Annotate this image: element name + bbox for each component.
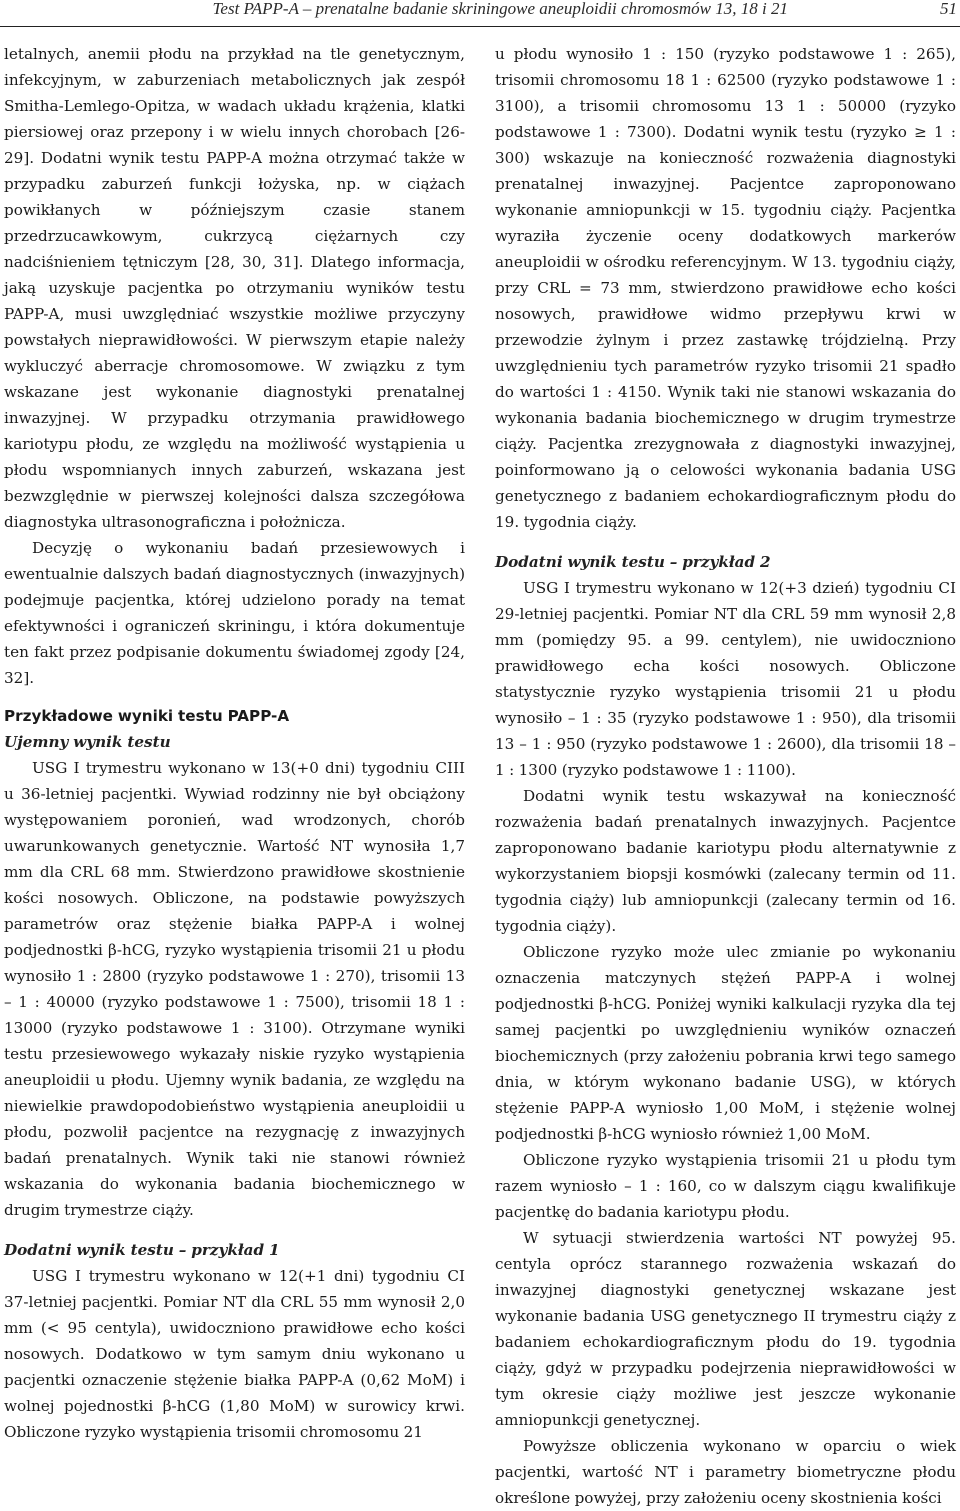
body-paragraph: USG I trymestru wykonano w 12(+3 dzień) tygodniu CI 29-letniej pacjentki. Pomiar NT dla CRL 59 mm wynosił 2,8 mm (pomiędzy 95. a 99. centylem), nie uwidoczniono prawidłowego echa kości nosowych. Obliczone statystycznie ryzyko wystąpienia trisomii 21 u płodu wynosiło – 1 : 35 (ryzyko podstawowe 1 : 950), dla trisomii 13 – 1 : 950 (ryzyko podstawowe 1 : 2600), dla trisomii 18 – 1 : 1300 (ryzyko podstawowe 1 : 1100).	[495, 579, 956, 779]
left-column	[4, 41, 465, 1445]
body-paragraph: W sytuacji stwierdzenia wartości NT powyżej 95. centyla oprócz starannego rozważenia wskazań do inwazyjnej diagnostyki genetycznej wskazane jest wykonanie badania USG genetycznego II trymestru ciąży z badaniem echokardiograficznym płodu do 19. tygodnia ciąży, gdyż w przypadku podejrzenia nieprawidłowości w tym okresie ciąży możliwe jest jeszcze wykonanie amniopunkcji genetycznej.	[495, 1229, 956, 1429]
section-heading: Przykładowe wyniki testu PAPP-A	[4, 707, 290, 725]
running-header	[0, 0, 960, 27]
body-paragraph: Dodatni wynik testu wskazywał na konieczność rozważenia badań prenatalnych inwazyjnych. Pacjentce zaproponowano badanie kariotypu płodu alternatywnie z wykorzystaniem biopsji kosmówki (zalecany termin od 11. tygodnia ciąży) lub amniopunkcji (zalecany termin od 16. tygodnia ciąży).	[495, 787, 956, 935]
body-paragraph: u płodu wynosiło 1 : 150 (ryzyko podstawowe 1 : 265), trisomii chromosomu 18 1 : 62500 (ryzyko podstawowe 1 : 3100), a trisomii chromosomu 13 1 : 50000 (ryzyko podstawowe 1 : 7300). Dodatni wynik testu (ryzyko ≥ 1 : 300) wskazuje na konieczność rozważenia diagnostyki prenatalnej inwazyjnej. Pacjentce zaproponowano wykonanie amniopunkcji w 15. tygodniu ciąży. Pacjentka wyraziła życzenie oceny dodatkowych markerów aneuploidii w ośrodku referencyjnym. W 13. tygodniu ciąży, przy CRL = 73 mm, stwierdzono prawidłowe echo kości nosowych, prawidłowe widmo przepływu krwi w przewodzie żylnym i przez zastawkę trójdzielną. Przy uwzględnieniu tych parametrów ryzyko trisomii 21 spadło do wartości 1 : 4150. Wynik taki nie stanowi wskazania do wykonania badania biochemicznego w drugim trymestrze ciąży. Pacjentka zrezygnowała z diagnostyki inwazyjnej, poinformowano ją o celowości wykonania badania USG genetycznego z badaniem echokardiograficznym płodu do 19. tygodnia ciąży.	[495, 45, 956, 531]
body-paragraph: Obliczone ryzyko wystąpienia trisomii 21 u płodu tym razem wyniosło – 1 : 160, co w dalszym ciągu kwalifikuje pacjentkę do badania kariotypu płodu.	[495, 1151, 956, 1221]
subheading-negative-result: Ujemny wynik testu	[4, 733, 171, 751]
body-paragraph: USG I trymestru wykonano w 13(+0 dni) tygodniu CIII u 36-letniej pacjentki. Wywiad rodzinny nie był obciążony występowaniem poronień, wad wrodzonych, chorób uwarunkowanych genetycznie. Wartość NT wynosiła 1,7 mm dla CRL 68 mm. Stwierdzono prawidłowe skostnienie kości nosowych. Obliczone, na podstawie powyższych parametrów oraz stężenie białka PAPP-A i wolnej podjednostki β-hCG, ryzyko wystąpienia trisomii 21 u płodu wynosiło 1 : 2800 (ryzyko podstawowe 1 : 270), trisomii 13 – 1 : 40000 (ryzyko podstawowe 1 : 7500), trisomii 18 1 : 13000 (ryzyko podstawowe 1 : 3100). Otrzymane wyniki testu przesiewowego wykazały niskie ryzyko wystąpienia aneuploidii u płodu. Ujemny wynik badania, ze względu na niewielkie prawdopodobieństwo wystąpienia aneuploidii u płodu, pozwolił pacjentce na rezygnację z inwazyjnych badań prenatalnych. Wynik taki nie stanowi również wskazania do wykonania badania biochemicznego w drugim trymestrze ciąży.	[4, 759, 465, 1219]
subheading-positive-example-1: Dodatni wynik testu – przykład 1	[4, 1241, 280, 1259]
running-title: Test PAPP-A – prenatalne badanie skriningowe aneuploidii chromosmów 13, 18 i 21	[212, 0, 788, 18]
body-paragraph: letalnych, anemii płodu na przykład na tle genetycznym, infekcyjnym, w zaburzeniach metabolicznych jak zespół Smitha-Lemlego-Opitza, w wadach układu krążenia, klatki piersiowej oraz przepony i w wielu innych chorobach [26-29]. Dodatni wynik testu PAPP-A można otrzymać także w przypadku zaburzeń funkcji łożyska, np. w ciążach powikłanych w późniejszym czasie stanem przedrzucawkowym, cukrzycą ciężarnych czy nadciśnieniem tętniczym [28, 30, 31]. Dlatego informacja, jaką uzyskuje pacjentka po otrzymaniu wyników testu PAPP-A, musi uwzględniać wszystkie możliwe przyczyny powstałych nieprawidłowości. W pierwszym etapie należy wykluczyć aberracje chromosomowe. W związku z tym wskazane jest wykonanie diagnostyki prenatalnej inwazyjnej. W przypadku otrzymania prawidłowego kariotypu płodu, ze względu na możliwość wystąpienia u płodu wspomnianych innych zaburzeń, wskazana jest bezwzględnie w pierwszej kolejności dalsza szczegółowa diagnostyka ultrasonograficzna i położnicza.	[4, 45, 465, 531]
body-paragraph: Decyzję o wykonaniu badań przesiewowych i ewentualnie dalszych badań diagnostycznych (inwazyjnych) podejmuje pacjentka, której udzielono porady na temat efektywności i ograniczeń skriningu, i która dokumentuje ten fakt przez podpisanie dokumentu świadomej zgody [24, 32].	[4, 539, 465, 687]
body-paragraph: USG I trymestru wykonano w 12(+1 dni) tygodniu CI 37-letniej pacjentki. Pomiar NT dla CRL 55 mm wynosił 2,0 mm (< 95 centyla), uwidoczniono prawidłowe echo kości nosowych. Dodatkowo w tym samym dniu wykonano u pacjentki oznaczenie stężenie białka PAPP-A (0,62 MoM) i wolnej pojednostki β-hCG (1,80 MoM) w surowicy krwi. Obliczone ryzyko wystąpienia trisomii chromosomu 21	[4, 1267, 465, 1441]
body-paragraph: Powyższe obliczenia wykonano w oparciu o wiek pacjentki, wartość NT i parametry biometryczne płodu określone powyżej, przy założeniu oceny skostnienia kości	[495, 1437, 956, 1507]
page-number: 51	[940, 0, 957, 18]
body-paragraph: Obliczone ryzyko może ulec zmianie po wykonaniu oznaczenia matczynych stężeń PAPP-A i wolnej podjednostki β-hCG. Poniżej wyniki kalkulacji ryzyka dla tej samej pacjentki po uwzględnieniu wyników oznaczeń biochemicznych (przy założeniu pobrania krwi tego samego dnia, w którym wykonano badanie USG), w których stężenie PAPP-A wyniosło 1,00 MoM, i stężenie wolnej podjednostki β-hCG wyniosło również 1,00 MoM.	[495, 943, 956, 1143]
right-column	[495, 41, 956, 1511]
subheading-positive-example-2: Dodatni wynik testu – przykład 2	[495, 553, 771, 571]
